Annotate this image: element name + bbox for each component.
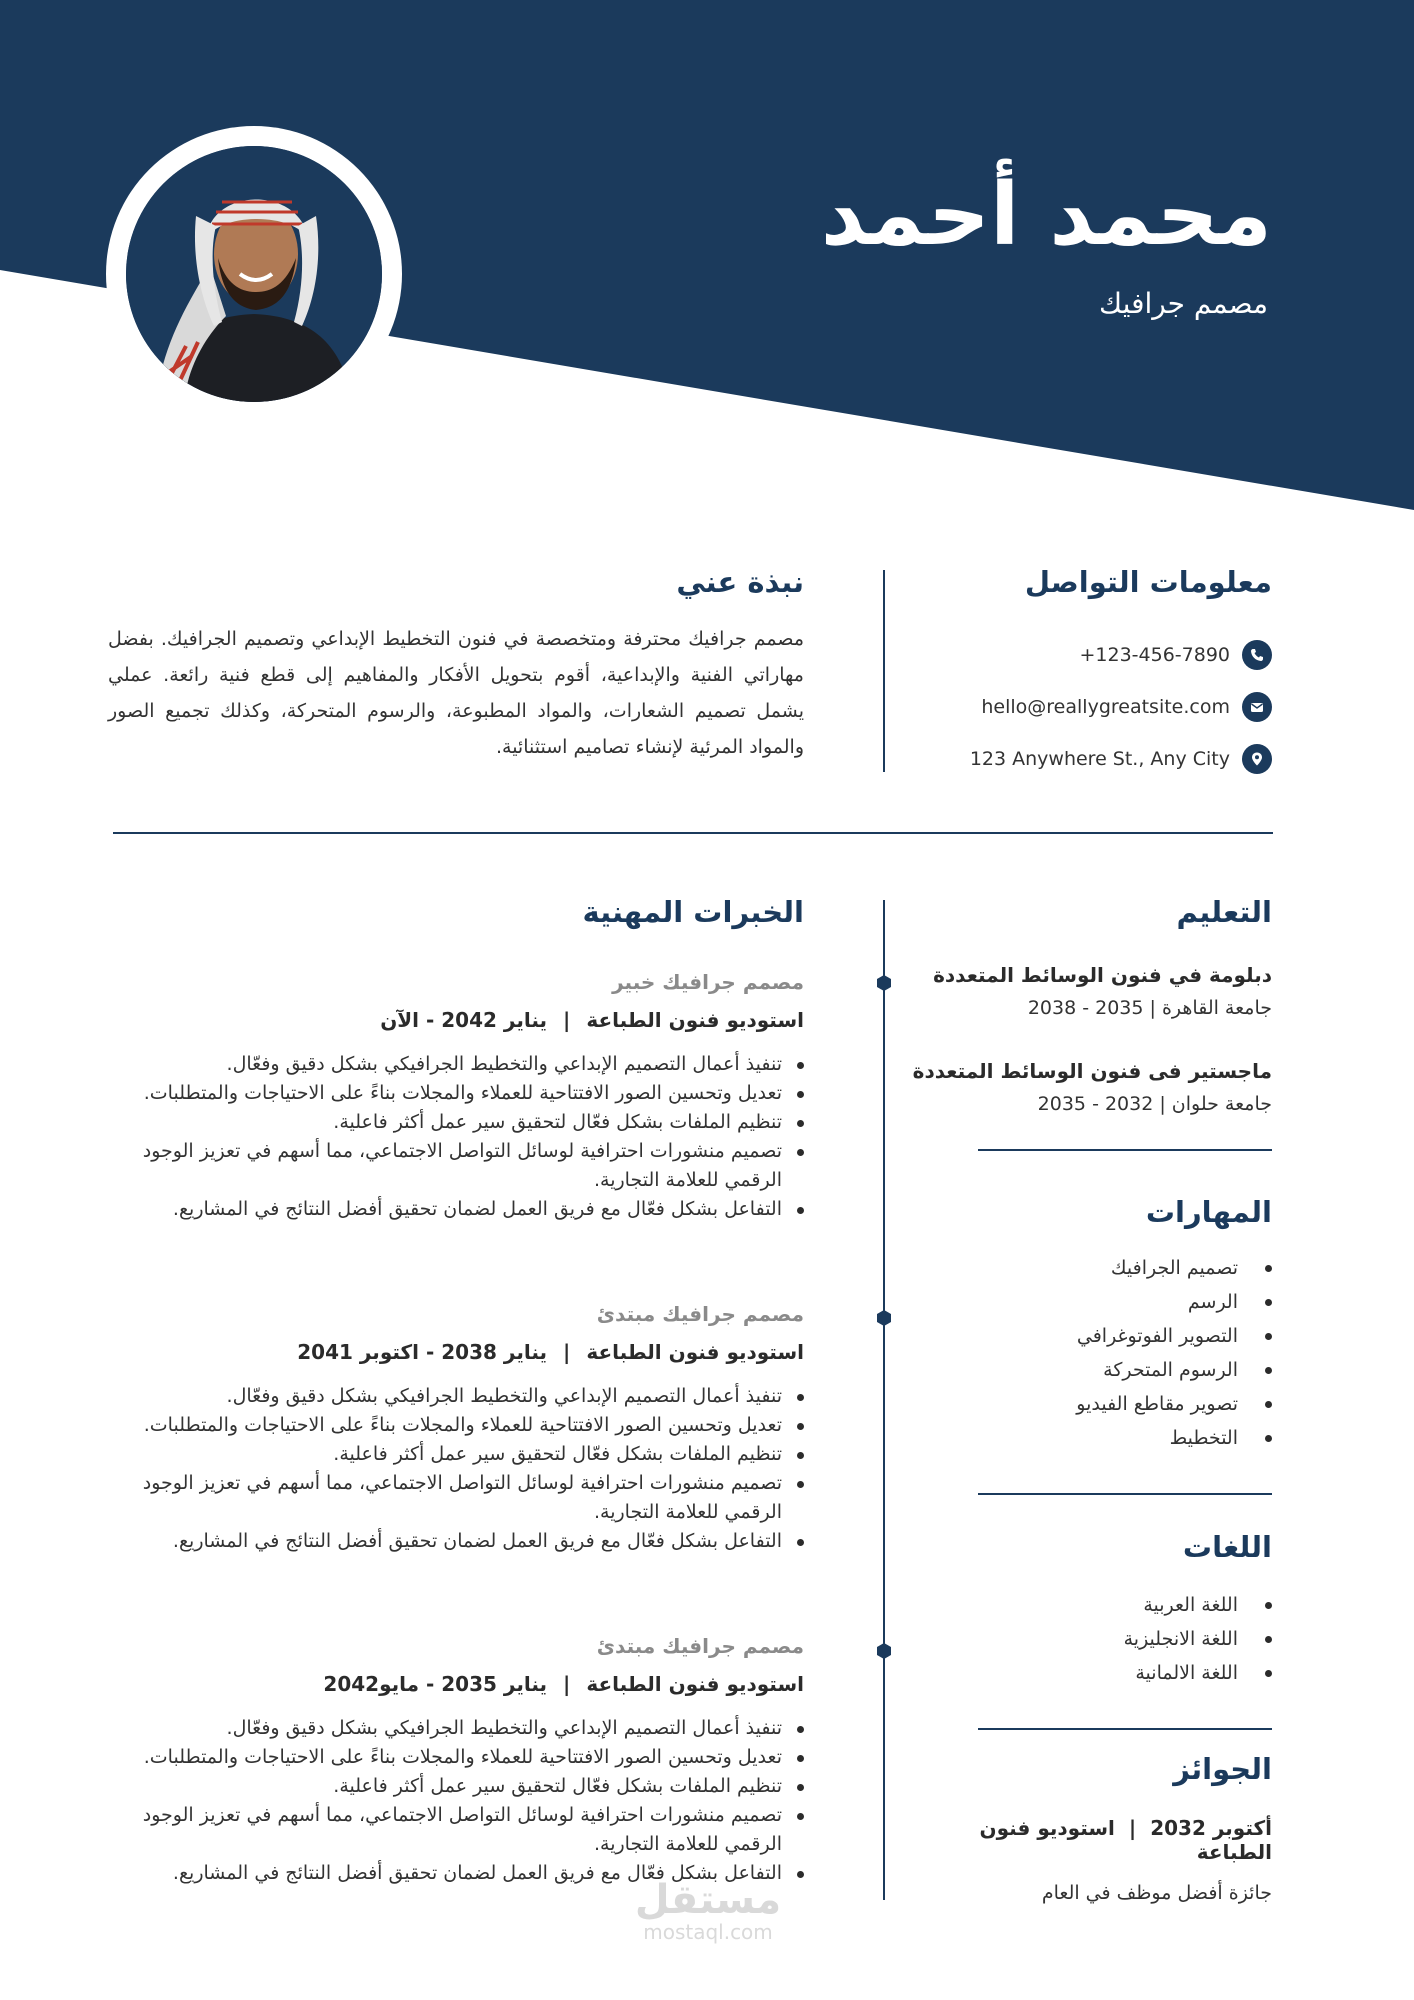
contact-address: 123 Anywhere St., Any City [969, 748, 1230, 770]
profile-photo [126, 146, 382, 402]
list-item: التخطيط [912, 1421, 1272, 1455]
list-item: تنظيم الملفات بشكل فعّال لتحقيق سير عمل أكثر فاعلية. [104, 1772, 804, 1801]
education-heading: التعليم [1176, 895, 1272, 929]
candidate-name: محمد أحمد [820, 165, 1272, 265]
skills-list [912, 1251, 1272, 1455]
languages-list [912, 1588, 1272, 1690]
award-date: أكتوبر 2032 [1150, 1816, 1272, 1840]
experience-company-line [104, 1008, 804, 1032]
education-degree: دبلومة في فنون الوسائط المتعددة [933, 963, 1272, 987]
watermark-url: mostaql.com [643, 1920, 773, 1944]
experience-period: يناير 2035 - مايو2042 [323, 1672, 548, 1696]
list-item: تعديل وتحسين الصور الافتتاحية للعملاء والمجلات بناءً على الاحتياجات والمتطلبات. [104, 1743, 804, 1772]
list-item: تصميم منشورات احترافية لوسائل التواصل الاجتماعي، مما أسهم في تعزيز الوجود الرقمي للعلامة التجارية. [104, 1469, 804, 1527]
education-degree: ماجستير فى فنون الوسائط المتعددة [912, 1059, 1272, 1083]
experience-bullets [104, 1714, 804, 1888]
education-item [912, 963, 1272, 1019]
watermark-logo-text: مستقل [634, 1877, 782, 1923]
languages-section [912, 1530, 1272, 1730]
section-separator [978, 1493, 1272, 1495]
awards-section [912, 1752, 1272, 1904]
languages-heading: اللغات [1182, 1530, 1272, 1564]
about-text: مصمم جرافيك محترفة ومتخصصة في فنون التخطيط الإبداعي وتصميم الجرافيك. بفضل مهاراتي الفنية والإبداعية، أقوم بتحويل الأفكار والمفاهيم إلى قطع فنية رائعة. عملي يشمل تصميم الشعارات، والمواد المطبوعة، والرسوم المتحركة، وكذلك تجميع الصور والمواد المرئية لإنشاء تصاميم استثنائية. [108, 628, 804, 758]
list-item: تصميم منشورات احترافية لوسائل التواصل الاجتماعي، مما أسهم في تعزيز الوجود الرقمي للعلامة التجارية. [104, 1801, 804, 1859]
contact-email-row [932, 681, 1272, 733]
list-item: تنظيم الملفات بشكل فعّال لتحقيق سير عمل أكثر فاعلية. [104, 1108, 804, 1137]
contact-section [932, 565, 1272, 785]
separator-bar: | [563, 1340, 571, 1364]
about-heading: نبذة عني [676, 565, 804, 599]
skills-section [912, 1195, 1272, 1495]
list-item: تعديل وتحسين الصور الافتتاحية للعملاء والمجلات بناءً على الاحتياجات والمتطلبات. [104, 1079, 804, 1108]
separator-bar: | [563, 1672, 571, 1696]
list-item: تصميم الجرافيك [912, 1251, 1272, 1285]
list-item: اللغة الانجليزية [912, 1622, 1272, 1656]
experience-role: مصمم جرافيك مبتدئ [596, 1634, 804, 1658]
list-item: الرسم [912, 1285, 1272, 1319]
experience-heading: الخبرات المهنية [582, 895, 804, 929]
contact-address-row [932, 733, 1272, 785]
education-section [912, 895, 1272, 1151]
about-section [108, 565, 804, 765]
experience-period: يناير 2038 - اكتوبر 2041 [297, 1340, 548, 1364]
list-item: تنفيذ أعمال التصميم الإبداعي والتخطيط الجرافيكي بشكل دقيق وفعّال. [104, 1714, 804, 1743]
horizontal-divider [113, 832, 1273, 834]
education-institution: جامعة حلوان | 2032 - 2035 [1037, 1093, 1272, 1115]
contact-phone-row [932, 629, 1272, 681]
watermark [618, 1877, 798, 1944]
list-item: تنفيذ أعمال التصميم الإبداعي والتخطيط الجرافيكي بشكل دقيق وفعّال. [104, 1382, 804, 1411]
education-item [912, 1059, 1272, 1115]
award-description: جائزة أفضل موظف في العام [1041, 1882, 1272, 1904]
vertical-divider-top [883, 570, 885, 772]
list-item: تنظيم الملفات بشكل فعّال لتحقيق سير عمل أكثر فاعلية. [104, 1440, 804, 1469]
experience-item-2 [104, 1302, 804, 1556]
list-item: تعديل وتحسين الصور الافتتاحية للعملاء والمجلات بناءً على الاحتياجات والمتطلبات. [104, 1411, 804, 1440]
award-title [912, 1816, 1272, 1864]
experience-company-line [104, 1340, 804, 1364]
list-item: التفاعل بشكل فعّال مع فريق العمل لضمان تحقيق أفضل النتائج في المشاريع. [104, 1195, 804, 1224]
list-item: تصميم منشورات احترافية لوسائل التواصل الاجتماعي، مما أسهم في تعزيز الوجود الرقمي للعلامة التجارية. [104, 1137, 804, 1195]
list-item: التصوير الفوتوغرافي [912, 1319, 1272, 1353]
candidate-job-title: مصمم جرافيك [1099, 287, 1268, 320]
list-item: تصوير مقاطع الفيديو [912, 1387, 1272, 1421]
timeline-marker-1 [876, 975, 892, 991]
timeline-marker-3 [876, 1643, 892, 1659]
skills-heading: المهارات [1145, 1195, 1272, 1229]
experience-period: يناير 2042 - الآن [380, 1008, 548, 1032]
contact-email[interactable]: hello@reallygreatsite.com [981, 696, 1230, 718]
list-item: التفاعل بشكل فعّال مع فريق العمل لضمان تحقيق أفضل النتائج في المشاريع. [104, 1527, 804, 1556]
timeline-line [883, 900, 885, 1900]
contact-phone[interactable]: +123-456-7890 [1079, 644, 1230, 666]
timeline-marker-2 [876, 1310, 892, 1326]
list-item: اللغة العربية [912, 1588, 1272, 1622]
profile-photo-frame [106, 126, 402, 422]
awards-heading: الجوائز [1173, 1752, 1272, 1786]
education-institution: جامعة القاهرة | 2035 - 2038 [1027, 997, 1272, 1019]
separator-bar: | [1128, 1816, 1137, 1840]
section-separator [978, 1149, 1272, 1151]
experience-company: استوديو فنون الطباعة [586, 1008, 804, 1032]
list-item: تنفيذ أعمال التصميم الإبداعي والتخطيط الجرافيكي بشكل دقيق وفعّال. [104, 1050, 804, 1079]
experience-role: مصمم جرافيك مبتدئ [596, 1302, 804, 1326]
separator-bar: | [563, 1008, 571, 1032]
experience-bullets [104, 1382, 804, 1556]
list-item: التفاعل بشكل فعّال مع فريق العمل لضمان تحقيق أفضل النتائج في المشاريع. [104, 1859, 804, 1888]
list-item: الرسوم المتحركة [912, 1353, 1272, 1387]
location-pin-icon [1242, 744, 1272, 774]
experience-section [104, 895, 804, 929]
experience-item-1 [104, 970, 804, 1224]
section-separator [978, 1728, 1272, 1730]
experience-company-line [104, 1672, 804, 1696]
list-item: اللغة الالمانية [912, 1656, 1272, 1690]
email-icon [1242, 692, 1272, 722]
experience-company: استوديو فنون الطباعة [586, 1340, 804, 1364]
experience-role: مصمم جرافيك خبير [612, 970, 804, 994]
experience-company: استوديو فنون الطباعة [586, 1672, 804, 1696]
experience-bullets [104, 1050, 804, 1224]
award-organization: استوديو فنون الطباعة [979, 1816, 1272, 1864]
contact-heading: معلومات التواصل [1024, 565, 1272, 599]
phone-icon [1242, 640, 1272, 670]
person-avatar-illustration [126, 146, 382, 402]
experience-item-3 [104, 1634, 804, 1888]
